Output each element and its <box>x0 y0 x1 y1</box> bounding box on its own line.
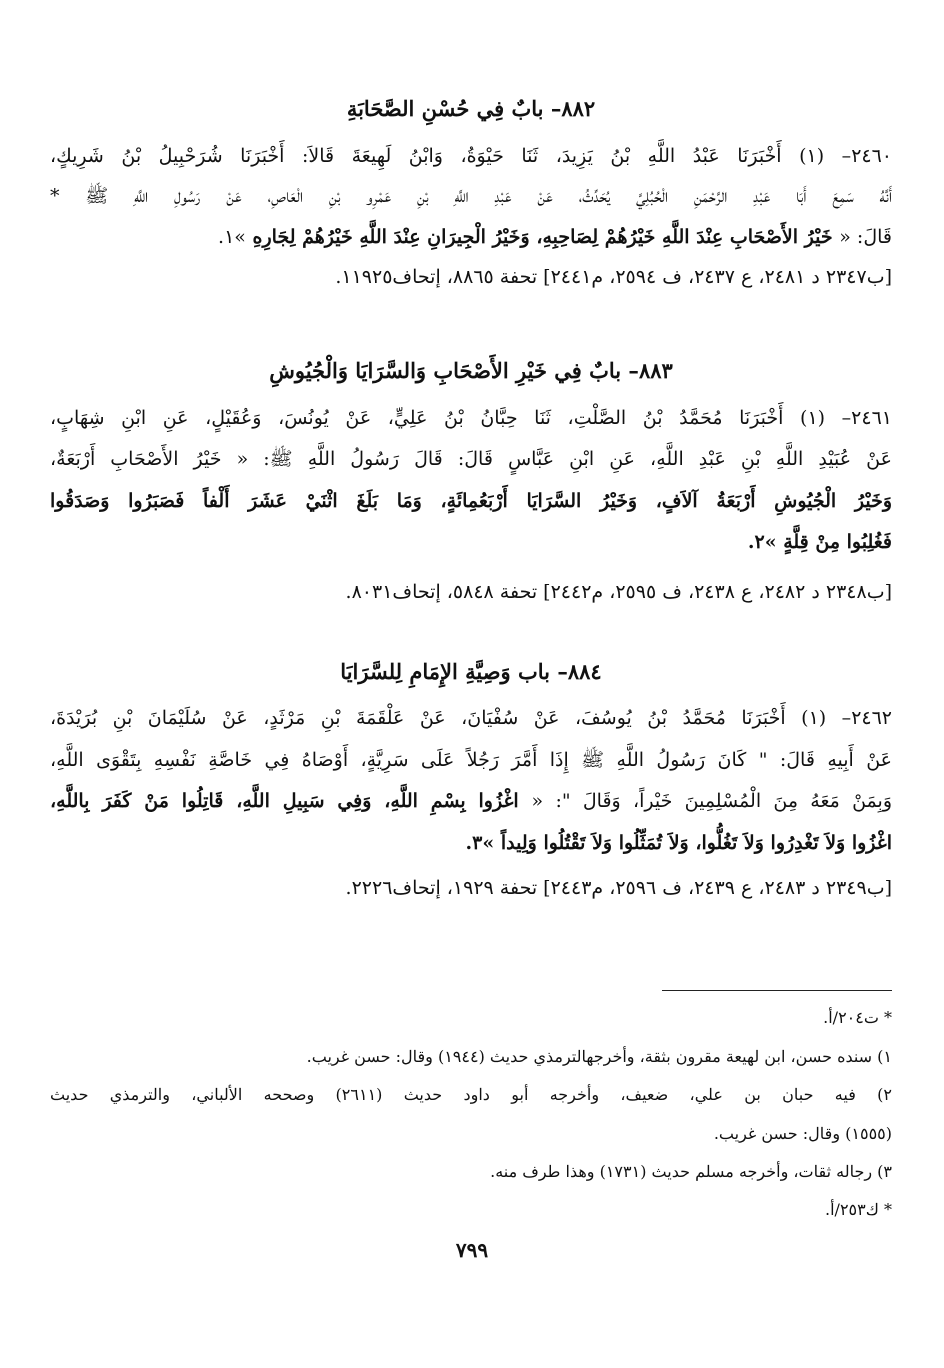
footnote-star-2: * ك٢٥٣/أ. <box>825 1200 892 1219</box>
footnote-2-line-2: (١٥٥٥) وقال: حسن غريب. <box>713 1124 892 1143</box>
hadith-2461-line-3: وَخَيْرُ الْجُيُوشِ أَرْبَعَةُ آلاَفٍ، وَخَيْرُ السَّرَايَا أَرْبَعُمِائَةٍ، وَمَا بَلَغَ اثْنَيْ عَشَرَ أَلْفاً فَصَبَرُوا وَصَدَقُوا <box>50 490 892 512</box>
footnote-separator <box>662 990 892 991</box>
text-column <box>50 0 892 1368</box>
hadith-2462-matn-start: اغْزُوا بِسْمِ اللَّهِ، وَفِي سَبِيلِ اللَّهِ، قَاتِلُوا مَنْ كَفَرَ بِاللَّهِ، <box>50 790 532 812</box>
footnote-3: ٣) رجاله ثقات، وأخرجه مسلم حديث (١٧٣١) وهذا طرف منه. <box>490 1162 892 1181</box>
hadith-2460-intro: قَالَ: « <box>839 226 892 248</box>
hadith-2460-reference: [ب٢٣٤٧ د ٢٤٨١، ع ٢٤٣٧، ف ٢٥٩٤، م٢٤٤١] تحفة ٨٨٦٥، إتحاف١١٩٢٥. <box>335 266 892 288</box>
hadith-2460-matn: خَيْرُ الأَصْحَابِ عِنْدَ اللَّهِ خَيْرُهُمْ لِصَاحِبِهِ، وَخَيْرُ الْجِيرَانِ عِنْدَ اللَّهِ خَيْرُهُمْ لِجَارِهِ <box>245 226 840 248</box>
hadith-2462-line-2: عَنْ أَبِيهِ قَالَ: " كَانَ رَسُولُ اللَّهِ ﷺ إِذَا أَمَّرَ رَجُلاً عَلَى سَرِيَّةٍ، أَوْصَاهُ فِي خَاصَّةِ نَفْسِهِ بِتَقْوَى اللَّهِ، <box>50 749 892 771</box>
hadith-2461-line-2: عَنْ عُبَيْدِ اللَّهِ بْنِ عَبْدِ اللَّهِ، عَنِ ابْنِ عَبَّاسٍ قَالَ: قَالَ رَسُولُ اللَّهِ ﷺ: « خَيْرُ الأَصْحَابِ أَرْبَعَةٌ، <box>50 448 892 470</box>
section-heading-882: ٨٨٢– بابٌ فِي حُسْنِ الصَّحَابَةِ <box>346 96 596 121</box>
hadith-2461-line-4: فَغُلِبُوا مِنْ قِلَّةٍ »٢. <box>747 531 892 553</box>
hadith-2461-reference: [ب٢٣٤٨ د ٢٤٨٢، ع ٢٤٣٨، ف ٢٥٩٥، م٢٤٤٢] تحفة ٥٨٤٨، إتحاف٨٠٣١. <box>345 581 892 603</box>
hadith-2460-line-1: ٢٤٦٠– (١) أَخْبَرَنَا عَبْدُ اللَّهِ بْنُ يَزِيدَ، ثَنَا حَيْوَةُ، وَابْنُ لَهِيعَةَ قَالاَ: أَخْبَرَنَا شُرَحْبِيلُ بْنُ شَرِيكٍ، <box>50 145 893 167</box>
footnote-1: ١) سنده حسن، ابن لهيعة مقرون بثقة، وأخرجهالترمذي حديث (١٩٤٤) وقال: حسن غريب. <box>306 1047 892 1066</box>
hadith-2460-footnote-mark: »١. <box>218 226 246 248</box>
hadith-2461-line-1: ٢٤٦١– (١) أَخْبَرَنَا مُحَمَّدُ بْنُ الصَّلْتِ، ثَنَا حِبَّانُ بْنُ عَلِيٍّ، عَنْ يُونُسَ، وَعُقَيْلٍ، عَنِ ابْنِ شِهَابٍ، <box>50 407 892 429</box>
section-heading-884: ٨٨٤– باب وَصِيَّةِ الإِمَامِ لِلسَّرَايَا <box>340 659 602 684</box>
hadith-2462-reference: [ب٢٣٤٩ د ٢٤٨٣، ع ٢٤٣٩، ف ٢٥٩٦، م٢٤٤٣] تحفة ١٩٢٩، إتحاف٢٢٢٦. <box>345 877 892 899</box>
section-heading-883: ٨٨٣– بابٌ فِي خَيْرِ الأَصْحَابِ وَالسَّرَايَا وَالْجُيُوشِ <box>269 358 673 383</box>
hadith-2462-line-4: اغْزُوا وَلاَ تَغْدِرُوا وَلاَ تَغُلُّوا، وَلاَ تُمَثِّلُوا وَلاَ تَقْتُلُوا وَلِيداً »٣. <box>465 832 892 854</box>
footnote-2-line-1: ٢) فيه حبان بن علي، ضعيف، وأخرجه أبو داود حديث (٢٦١١) وصححه الألباني، والترمذي حديث <box>50 1085 892 1104</box>
hadith-2462-line-3 <box>50 786 892 816</box>
hadith-2460-line-3 <box>50 222 892 252</box>
page-number: ٧٩٩ <box>455 1238 489 1262</box>
footnote-star-1: * ت٢٠٤/أ. <box>823 1008 892 1027</box>
hadith-2460-line-2: أَنَّهُ سَمِعَ أَبَا عَبْدِ الرَّحْمَنِ الْحُبُلِيَّ يُحَدِّثُ، عَنْ عَبْدِ اللَّهِ بْنِ عَمْرِو بْنِ الْعَاصِ، عَنْ رَسُولِ اللَّهِ ﷺ * <box>50 185 892 207</box>
hadith-2462-line-1: ٢٤٦٢– (١) أَخْبَرَنَا مُحَمَّدُ بْنُ يُوسُفَ، عَنْ سُفْيَانَ، عَنْ عَلْقَمَةَ بْنِ مَرْثَدٍ، عَنْ سُلَيْمَانَ بْنِ بُرَيْدَةَ، <box>50 707 893 729</box>
hadith-2462-intro: وَبِمَنْ مَعَهُ مِنَ الْمُسْلِمِينَ خَيْراً، وَقَالَ ": « <box>531 790 892 812</box>
